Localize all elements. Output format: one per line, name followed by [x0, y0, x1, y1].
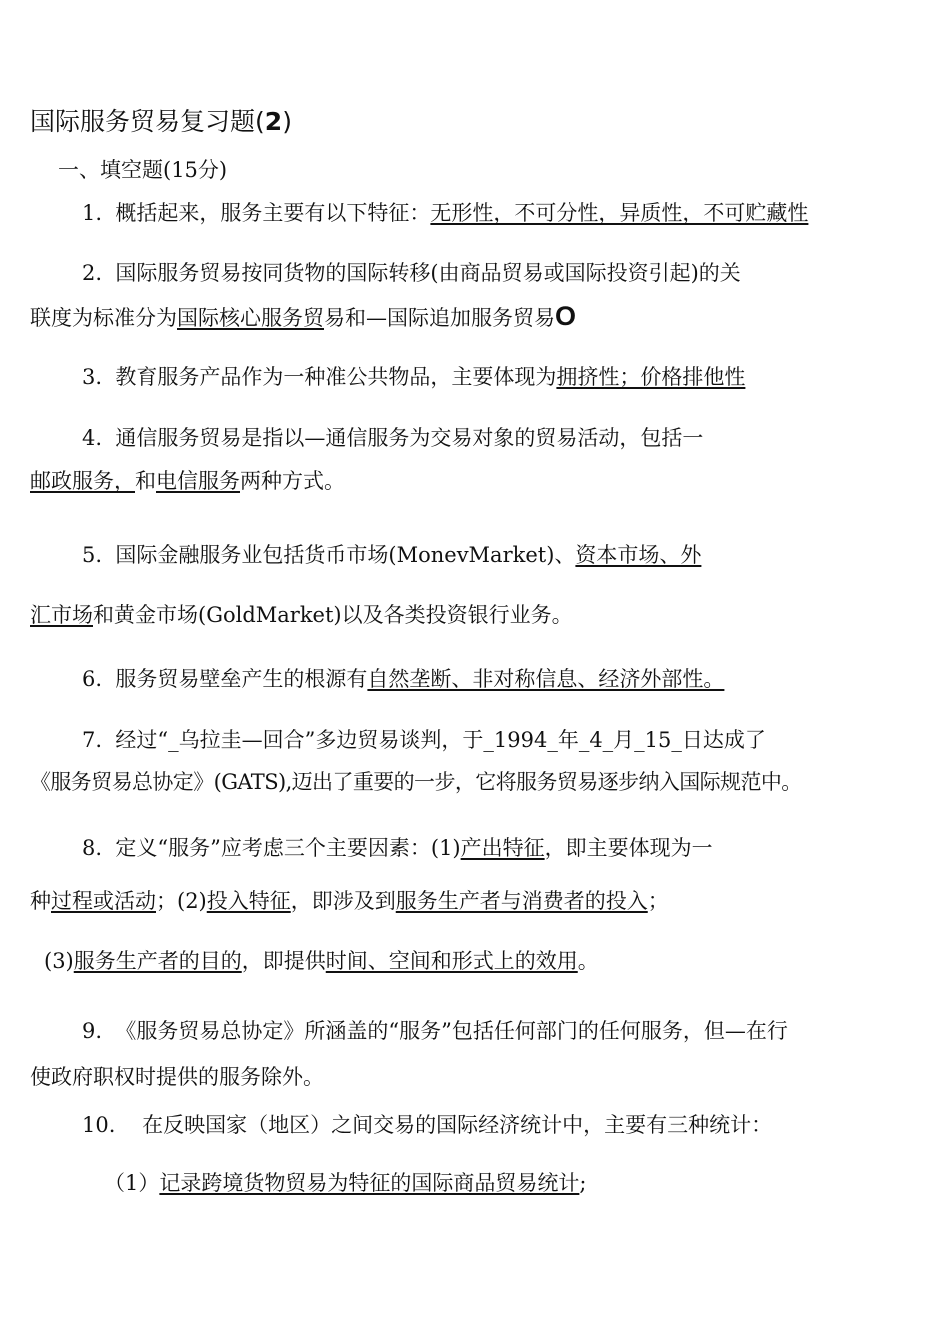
question-text: 《服务贸易总协定》(GATS),迈出了重要的一步，它将服务贸易逐步纳入国际规范中。	[30, 770, 802, 794]
question-3	[82, 363, 745, 391]
title-paren: (	[255, 107, 265, 136]
question-8-line-2	[30, 887, 669, 915]
question-text: 服务贸易壁垒产生的根源有	[115, 667, 368, 691]
answer: 汇市场	[30, 603, 93, 627]
question-number: 5.	[82, 543, 103, 567]
question-number: 4.	[82, 426, 103, 450]
question-9-line-2	[30, 1063, 324, 1091]
question-text: 通信服务贸易是指以—通信服务为交易对象的贸易活动，包括一	[115, 426, 704, 450]
question-text: 两种方式。	[240, 469, 345, 493]
question-text: 。	[577, 949, 599, 973]
question-number: 2.	[82, 261, 103, 285]
question-10-item-1	[104, 1169, 586, 1197]
title-paren: )	[282, 107, 292, 136]
question-text: 在反映国家（地区）之间交易的国际经济统计中，主要有三种统计：	[142, 1113, 773, 1137]
question-2-line-1	[82, 259, 741, 287]
question-5-line-2	[30, 601, 573, 629]
page-title	[30, 108, 292, 136]
question-text: 种	[30, 889, 51, 913]
question-number: 7.	[82, 728, 103, 752]
question-text: 和	[135, 469, 156, 493]
question-7-line-1	[82, 726, 766, 754]
question-4-line-1	[82, 424, 703, 452]
question-text: ;	[579, 1171, 587, 1195]
question-text: ，即主要体现为一	[544, 836, 713, 860]
question-text: 和黄金市场(GoldMarket)以及各类投资银行业务。	[93, 603, 573, 627]
question-text: (3)	[44, 949, 74, 973]
question-text: 教育服务产品作为一种准公共物品，主要体现为	[115, 365, 557, 389]
question-7-line-2	[30, 768, 802, 796]
question-text: 《服务贸易总协定》所涵盖的“服务”包括任何部门的任何服务，但—在行	[115, 1019, 788, 1043]
end-mark: O	[555, 301, 577, 331]
answer: 投入特征	[206, 889, 291, 913]
question-text: 易和—国际追加服务贸易	[324, 306, 555, 330]
question-text: 概括起来，服务主要有以下特征：	[115, 201, 431, 225]
question-number: 8.	[82, 836, 103, 860]
answer: 记录跨境货物贸易为特征的国际商品贸易统计	[159, 1171, 580, 1195]
question-10	[82, 1111, 772, 1139]
question-9-line-1	[82, 1017, 788, 1045]
question-8-line-3	[44, 947, 599, 975]
title-number: 2	[264, 107, 283, 136]
section-heading: 一、填空题(15分)	[58, 158, 228, 182]
question-2-line-2	[30, 302, 576, 332]
question-6	[82, 665, 724, 693]
question-number: 6.	[82, 667, 103, 691]
item-prefix: （1）	[104, 1171, 160, 1195]
question-number: 1.	[82, 201, 103, 225]
question-text: 定义“服务”应考虑三个主要因素：(1)	[115, 836, 461, 860]
answer: 资本市场、外	[575, 543, 702, 567]
answer: 电信服务	[156, 469, 240, 493]
question-4-line-2	[30, 467, 345, 495]
question-text: 国际金融服务业包括货币市场(MonevMarket)、	[115, 543, 576, 567]
answer: 自然垄断、非对称信息、经济外部性。	[367, 667, 725, 691]
answer: 产出特征	[460, 836, 545, 860]
question-text: ；(2)	[156, 889, 207, 913]
question-5-line-1	[82, 541, 701, 569]
question-text: 联度为标准分为	[30, 306, 177, 330]
question-text: ；	[647, 889, 669, 913]
question-text: 经过“_乌拉圭—回合”多边贸易谈判，于_1994_年_4_月_15_日达成了	[115, 728, 766, 752]
question-number: 9.	[82, 1019, 103, 1043]
question-text: 国际服务贸易按同货物的国际转移(由商品贸易或国际投资引起)的关	[115, 261, 741, 285]
question-text: 使政府职权时提供的服务除外。	[30, 1065, 324, 1089]
question-1	[82, 199, 808, 227]
question-number: 10.	[82, 1113, 116, 1137]
answer: 服务生产者与消费者的投入	[395, 889, 648, 913]
answer: 时间、空间和形式上的效用	[325, 949, 578, 973]
answer: 国际核心服务贸	[177, 306, 324, 330]
question-number: 3.	[82, 365, 103, 389]
answer: 拥挤性；价格排他性	[556, 365, 746, 389]
answer: 过程或活动	[51, 889, 156, 913]
question-text: ，即提供	[241, 949, 326, 973]
answer: 无形性，不可分性，异质性，不可贮藏性	[430, 201, 809, 225]
answer: 服务生产者的目的	[73, 949, 242, 973]
question-text: ，即涉及到	[290, 889, 396, 913]
title-text: 国际服务贸易复习题	[30, 107, 256, 136]
question-8-line-1	[82, 834, 713, 862]
answer: 邮政服务，	[30, 469, 135, 493]
